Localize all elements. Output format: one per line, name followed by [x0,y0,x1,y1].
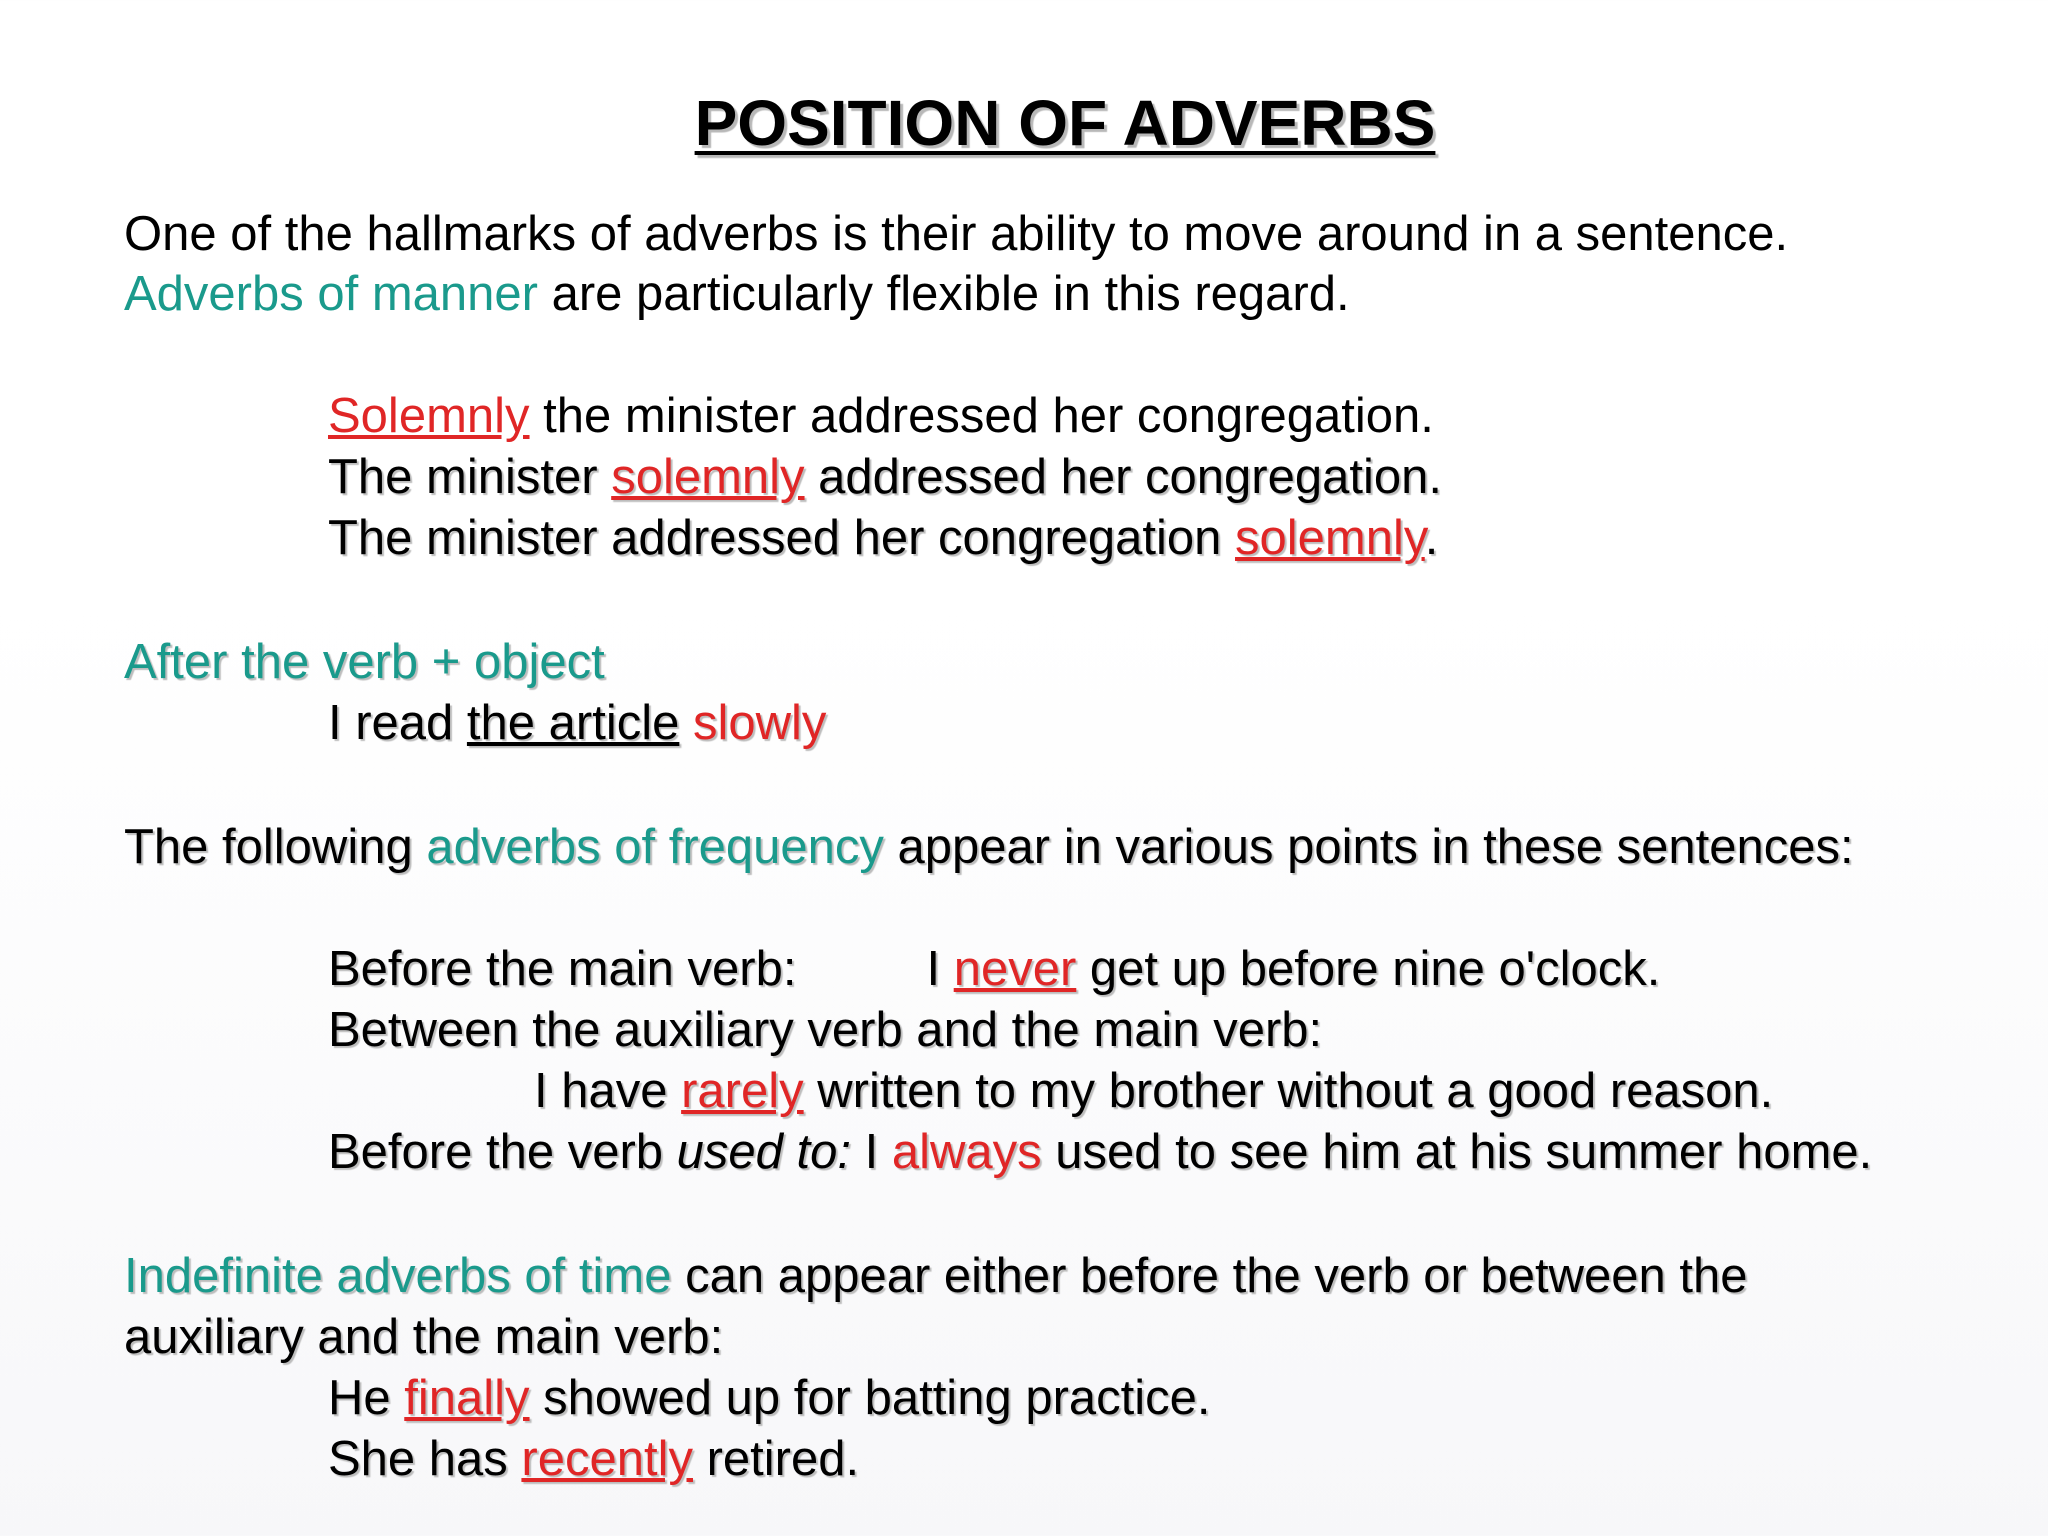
adverb-solemnly-3: solemnly [1235,511,1425,565]
frequency-example-3-after: used to see him at his summer home. [1041,1125,1873,1179]
frequency-intro-after: appear in various points in these sentences: [883,820,1854,874]
manner-example-2-before: The minister [328,450,612,504]
verb-object-heading: After the verb + object [124,635,605,689]
intro-text: One of the hallmarks of adverbs is their ability to move around in a sentence. [124,207,1789,261]
manner-example-3-before: The minister addressed her congregation [328,511,1236,565]
manner-example-2 [328,447,1442,507]
object-the-article: the article [466,696,680,750]
time-example-1-before: He [328,1371,405,1425]
frequency-example-3-label: Before the verb [328,1125,677,1179]
adverbs-of-manner-term: Adverbs of manner [124,267,538,321]
frequency-example-1 [328,939,1660,999]
adverb-solemnly-1: Solemnly [328,389,530,443]
adverb-recently: recently [521,1432,693,1486]
frequency-example-2 [534,1061,1773,1121]
time-intro-after: can appear either before the verb or between the [671,1249,1748,1303]
manner-example-1 [328,386,1434,446]
adverb-solemnly-2: solemnly [611,450,805,504]
time-example-1 [328,1368,1211,1428]
frequency-example-2-before: I have [534,1064,682,1118]
time-example-2 [328,1429,859,1489]
page-title: POSITION OF ADVERBS [694,87,1436,159]
frequency-intro-before: The following [124,820,427,874]
frequency-example-1-label: Before the main verb: [328,942,797,996]
adverb-always: always [891,1125,1042,1179]
adverb-finally: finally [404,1371,530,1425]
verb-object-space [679,696,693,750]
used-to-term: used to: [676,1125,852,1179]
time-example-2-before: She has [328,1432,522,1486]
adverb-never: never [953,942,1077,996]
adverb-slowly: slowly [692,696,827,750]
intro-line-1 [124,204,1788,264]
time-example-1-after: showed up for batting practice. [529,1371,1211,1425]
frequency-example-2-after: written to my brother without a good reason. [803,1064,1774,1118]
intro-line-2-text: are particularly flexible in this regard. [538,267,1350,321]
manner-example-1-text: the minister addressed her congregation. [529,389,1434,443]
frequency-example-1-after: get up before nine o'clock. [1076,942,1661,996]
frequency-example-3 [328,1122,1872,1182]
manner-example-3 [328,508,1438,568]
intro-line-2 [124,264,1350,324]
time-intro-line-2: auxiliary and the main verb: [124,1310,724,1364]
frequency-example-1-before: I [926,942,954,996]
time-intro-line-1 [124,1246,1747,1306]
adverbs-of-frequency-term: adverbs of frequency [426,820,884,874]
verb-object-example-before: I read [328,696,467,750]
frequency-example-3-before: I [851,1125,892,1179]
manner-example-3-after: . [1424,511,1439,565]
adverb-rarely: rarely [681,1064,804,1118]
indefinite-adverbs-of-time-term: Indefinite adverbs of time [124,1249,672,1303]
frequency-example-2-label: Between the auxiliary verb and the main verb: [328,1003,1323,1057]
manner-example-2-after: addressed her congregation. [804,450,1442,504]
verb-object-example [328,693,826,753]
time-example-2-after: retired. [693,1432,860,1486]
frequency-intro [124,817,1854,877]
